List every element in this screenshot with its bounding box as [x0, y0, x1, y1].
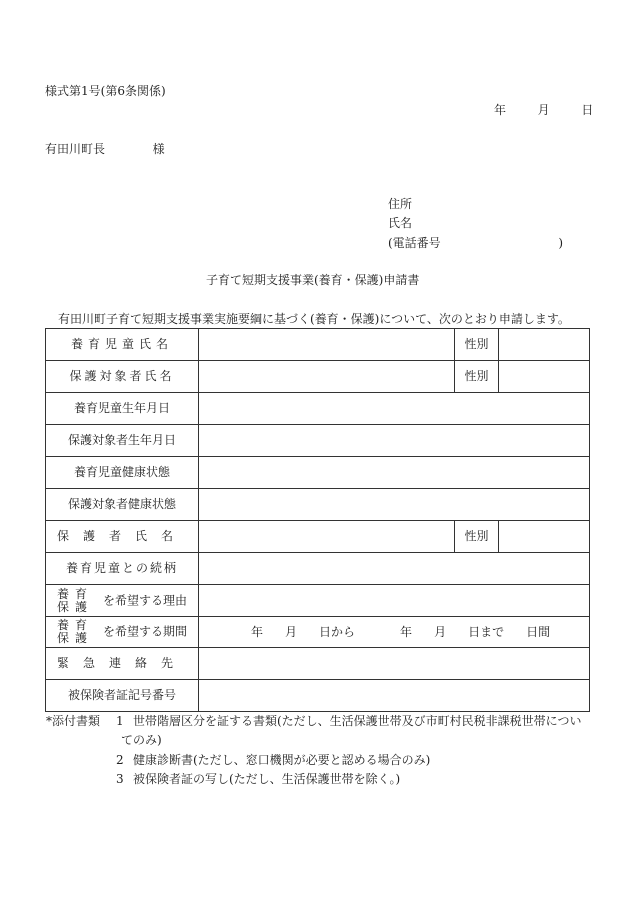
protected-sex-label: 性別: [455, 361, 499, 393]
guardian-name-label: 保護者氏名: [46, 521, 199, 553]
reason-label: [46, 585, 199, 617]
emergency-field[interactable]: [199, 648, 590, 680]
attachment-text: 健康診断書(ただし、窓口機関が必要と認める場合のみ): [133, 753, 431, 767]
protected-sex-field[interactable]: [499, 361, 590, 393]
addressee: [45, 142, 165, 156]
child-birth-field[interactable]: [199, 393, 590, 425]
protected-birth-field[interactable]: [199, 425, 590, 457]
period-field[interactable]: 年 月 日から 年 月 日まで 日間: [199, 617, 590, 648]
emergency-label: 緊急連絡先: [46, 648, 199, 680]
reason-suffix: を希望する理由: [103, 593, 188, 607]
child-name-label: 養育児童氏名: [46, 329, 199, 361]
guardian-name-field[interactable]: [199, 521, 455, 553]
application-table: [45, 328, 590, 712]
addressee-name: 有田川町長: [45, 142, 106, 156]
attachment-num: 1: [116, 714, 124, 728]
child-health-label: 養育児童健康状態: [46, 457, 199, 489]
attachment-text-cont: てのみ): [121, 733, 162, 747]
period-label: [46, 617, 199, 648]
applicant-phone: [388, 236, 563, 250]
period-suffix: を希望する期間: [103, 624, 188, 639]
attachment-text: 世帯階層区分を証する書類(ただし、生活保護世帯及び市町村民税非課税世帯につい: [133, 714, 582, 728]
guardian-sex-label: 性別: [455, 521, 499, 553]
child-sex-field[interactable]: [499, 329, 590, 361]
child-health-field[interactable]: [199, 457, 590, 489]
protected-birth-label: 保護対象者生年月日: [46, 425, 199, 457]
protected-name-label: 保護対象者氏名: [46, 361, 199, 393]
child-birth-label: 養育児童生年月日: [46, 393, 199, 425]
date-line: [494, 103, 593, 117]
period-stack: 養育 保護: [56, 618, 93, 645]
date-year: 年: [494, 103, 507, 117]
reason-stack: 養育 保護: [56, 586, 93, 614]
protected-name-field[interactable]: [199, 361, 455, 393]
form-title: 子育て短期支援事業(養育・保護)申請書: [206, 273, 420, 287]
guardian-sex-field[interactable]: [499, 521, 590, 553]
protected-health-field[interactable]: [199, 489, 590, 521]
attachment-num: 2: [116, 753, 124, 767]
date-month: 月: [537, 103, 550, 117]
insurance-field[interactable]: [199, 680, 590, 712]
applicant-phone-close: ): [558, 236, 564, 250]
addressee-suffix: 様: [152, 142, 165, 156]
relationship-field[interactable]: [199, 553, 590, 585]
form-number: 様式第1号(第6条関係): [45, 84, 166, 98]
applicant-phone-label: (電話番号: [388, 236, 441, 250]
child-name-field[interactable]: [199, 329, 455, 361]
date-day: 日: [581, 103, 594, 117]
insurance-label: 被保険者証記号番号: [46, 680, 199, 712]
relationship-label: 養育児童との続柄: [46, 553, 199, 585]
reason-field[interactable]: [199, 585, 590, 617]
attachments-label: *添付書類: [46, 714, 101, 728]
child-sex-label: 性別: [455, 329, 499, 361]
intro-text: 有田川町子育て短期支援事業実施要綱に基づく(養育・保護)について、次のとおり申請します。: [58, 312, 570, 326]
applicant-name-label: 氏名: [388, 216, 413, 230]
protected-health-label: 保護対象者健康状態: [46, 489, 199, 521]
attachment-text: 被保険者証の写し(ただし、生活保護世帯を除く。): [133, 772, 401, 786]
applicant-address-label: 住所: [388, 197, 413, 211]
attachment-num: 3: [116, 772, 124, 786]
